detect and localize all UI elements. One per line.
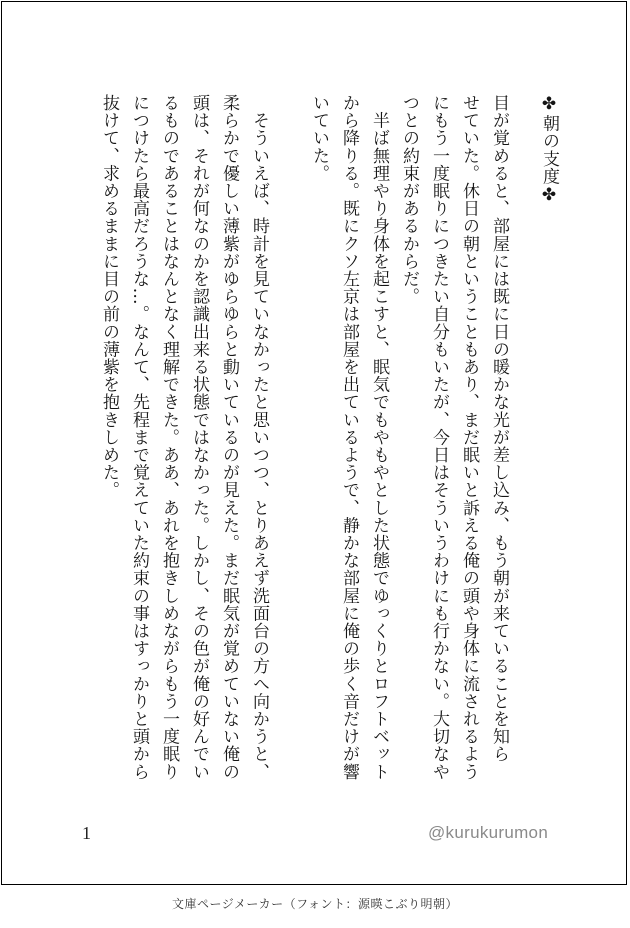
text-line-1: 目が覚めると、部屋には既に日の暖かな光が差し込み、もう朝が来ていることを知ら: [489, 94, 509, 763]
text-line-11: るものであることはなんとなく理解できた。ああ、あれを抱きしめながらもう一度眠り: [159, 94, 179, 781]
author-handle: @kurukurumon: [428, 823, 549, 842]
story-title: ✤朝の支度✤: [539, 94, 559, 206]
text-line-4: つとの約束があるからだ。: [399, 94, 419, 306]
text-line-13: 抜けて、求めるままに目の前の薄紫を抱きしめた。: [99, 94, 119, 499]
page-number: 1: [82, 823, 91, 843]
page-frame: [1, 1, 627, 885]
text-line-2: せていた。休日の朝ということもあり、まだ眠いと訴える俺の頭や身体に流されるよう: [459, 94, 479, 781]
text-line-5: 半ば無理やり身体を起こすと、眠気でもやもやとした状態でゆっくりとロフトベット: [369, 94, 389, 781]
text-line-6: から降りる。既にクソ左京は部屋を出ているようで、静かな部屋に俺の歩く音だけが響: [339, 94, 359, 781]
generator-footer: 文庫ページメーカー（フォント：源暎こぶり明朝）: [171, 897, 459, 911]
text-line-7: いていた。: [309, 94, 329, 182]
text-line-12: につけたら最高だろうな…。なんて、先程まで覚えていた約束の事はすっかりと頭から: [129, 94, 149, 781]
text-line-3: にもう一度眠りにつきたい自分もいたが、今日はそういうわけにも行かない。大切なや: [429, 94, 449, 781]
text-line-8: そういえば、時計を見ていなかったと思いつつ、とりあえず洗面台の方へ向かうと、: [249, 94, 269, 781]
text-line-10: 頭は、それが何なのかを認識出来る状態ではなかった。しかし、その色が俺の好んでい: [189, 94, 209, 781]
text-line-9: 柔らかで優しい薄紫がゆらゆらと動いているのが見えた。まだ眠気が覚めていない俺の: [219, 94, 239, 781]
